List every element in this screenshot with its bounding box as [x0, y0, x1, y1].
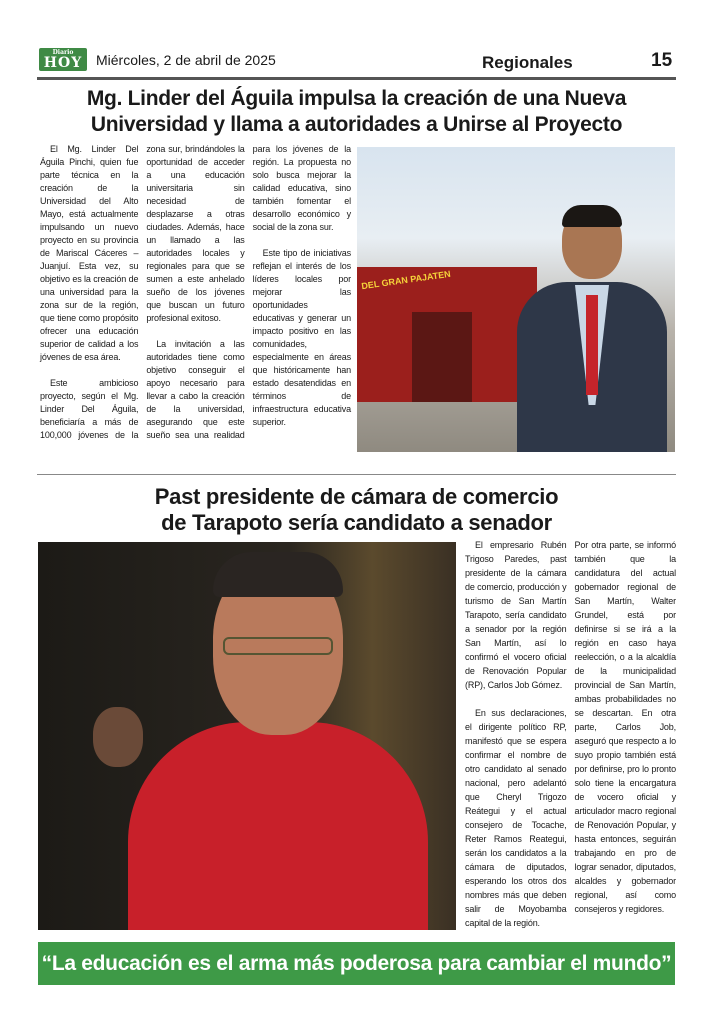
paragraph: En sus declaraciones, el dirigente político RP, manifestó que se espera confirmar el nombre de otro candidato al senado nacional, pero adelantó que Cheryl Trigozo Reátegui y el actual consejero de Tocache, Reter Ramos Reategui, serán los candidatos a la cámara de diputados, esperando los otros dos nombres más que deben salir de Moyobamba capital de la región.	[465, 708, 567, 928]
article2-body	[465, 538, 676, 930]
headline-line: Mg. Linder del Águila impulsa la creación de una Nueva	[86, 87, 627, 110]
section-title: Regionales	[482, 53, 573, 72]
paragraph: El Mg. Linder Del Águila Pinchi, quien fue parte técnica en la creación de la Universidad del Alto Mayo, está actualmente impulsando un nuevo proyecto en su provincia de Mariscal Cáceres – Juanjuí. Esta vez, su objetivo es la creación de una universidad para la zona sur de la región, que tiene como propósito ofrecer una educación superior de calidad a los jóvenes de esa área.	[40, 144, 139, 362]
section-divider	[37, 474, 676, 475]
quote-banner	[38, 942, 675, 985]
headline-line: Past presidente de cámara de comercio	[154, 484, 559, 509]
paragraph: Este tipo de iniciativas reflejan el interés de los líderes locales por mejorar las oportunidades educativas y generar un impacto positivo en las comunidades, especialmente en áreas que históricamente han estado desatendidas en términos de infraestructura educativa superior.	[252, 248, 351, 427]
paragraph: Por otra parte, se informó también que la candidatura del actual gobernador regional de San Martín, Walter Grundel, está por definirse si se irá a la región en caso haya reelección, o a la alcaldía de la municipalidad provincial de San Martín, ambas probabilidades no se descartan. En otra parte, Carlos Job, aseguró que respecto a lo suyo propio también está por definirse, pro lo pronto solo tiene la encargatura de vocero oficial y articulador macro regional de Renovación Popular, y hasta entonces, seguirán trabajando en pro de lograr senador, diputados, alcaldes y gobernador regional, así como consejeros y regidores.	[574, 540, 676, 914]
logo-big-text: HOY	[43, 55, 83, 71]
page-number: 15	[651, 50, 673, 71]
article2-headline	[37, 484, 676, 536]
article1-headline	[37, 86, 676, 138]
paragraph: La invitación a las autoridades tiene como objetivo conseguir el apoyo necesario para llevar a cabo la creación de la universidad, asegurando que este sueño sea una realidad para los jóvenes de la región. La propuesta no solo busca mejorar la calidad educativa, sino también fomentar el desarrollo económico y social de la zona sur.	[146, 144, 351, 440]
arch-sign: DEL GRAN PAJATEN	[360, 268, 452, 292]
headline-line: Universidad y llama a autoridades a Unirse al Proyecto	[90, 113, 623, 136]
header-rule	[37, 77, 676, 80]
paragraph: El empresario Rubén Trigoso Paredes, past presidente de la cámara de comercio, producción y turismo de San Martín Tarapoto, sería candidato a senador por la región San Martín, así lo confirmó el vocero oficial de Renovación Popular (RP), Carlos Job Gómez.	[465, 540, 567, 690]
newspaper-logo	[39, 48, 87, 71]
headline-line: de Tarapoto sería candidato a senador	[161, 510, 552, 535]
quote-text: “La educación es el arma más poderosa para cambiar el mundo”	[41, 952, 672, 975]
portrait-man	[128, 552, 428, 930]
article2-photo	[38, 542, 456, 930]
article1-photo	[357, 147, 675, 452]
paragraph: Este ambicioso proyecto, según el Mg. Linder Del Águila, beneficiaría a más de 100,000 jóvenes de la zona sur, brindándoles la oportunidad de acceder a una educación universitaria sin necesidad de desplazarse a otras ciudades. Además, hace un llamado a las autoridades locales y regionales para que se sumen a este anhelado sueño de los jóvenes que buscan un futuro profesional exitoso.	[40, 144, 245, 440]
issue-date: Miércoles, 2 de abril de 2025	[96, 52, 276, 68]
article1-body	[40, 143, 351, 442]
logo-small-text: Diario	[52, 49, 74, 56]
portrait-man	[517, 207, 667, 452]
